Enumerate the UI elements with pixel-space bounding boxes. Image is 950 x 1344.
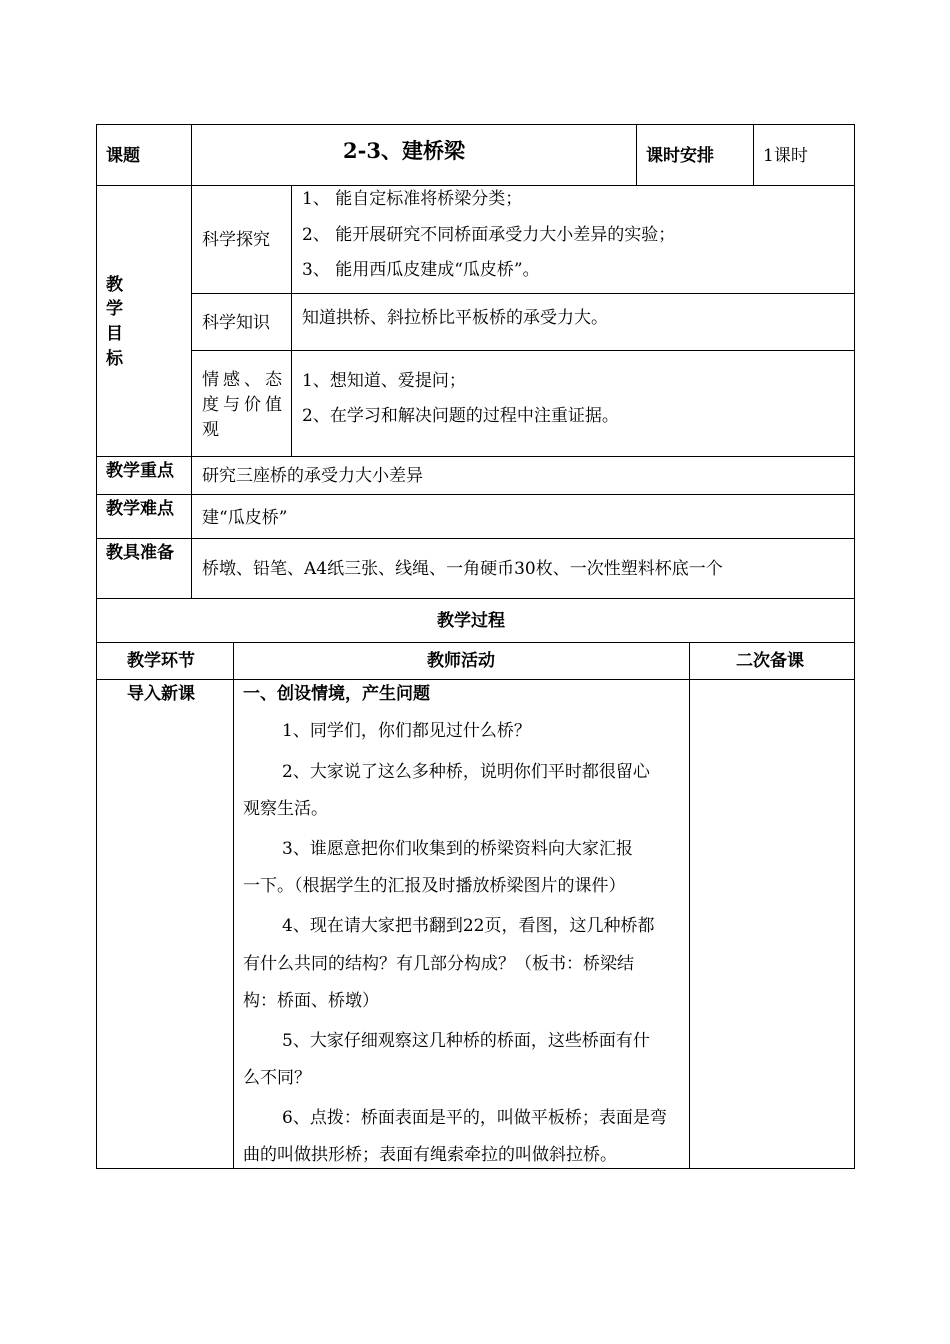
activity-line: 2、大家说了这么多种桥，说明你们平时都很留心 (282, 762, 650, 782)
activity-heading: 一、创设情境，产生问题 (243, 684, 430, 704)
attitude-label-line: 情感、态 (202, 370, 286, 390)
lesson-title: 2-3、建桥梁 (343, 138, 465, 163)
key-point-text: 研究三座桥的承受力大小差异 (202, 466, 423, 486)
process-title: 教学过程 (437, 611, 505, 631)
inquiry-item: 1、 能自定标准将桥梁分类； (302, 189, 523, 209)
activity-line: 有什么共同的结构？有几部分构成？（板书：桥梁结 (243, 954, 634, 974)
col-header-stage: 教学环节 (127, 651, 195, 671)
inquiry-item: 3、 能用西瓜皮建成“瓜皮桥”。 (302, 260, 540, 280)
activity-line: 1、同学们，你们都见过什么桥？ (282, 721, 531, 741)
col-divider (233, 642, 234, 1169)
stage-name: 导入新课 (127, 684, 195, 704)
row-divider (96, 642, 855, 643)
schedule-value: 1课时 (763, 146, 808, 166)
col-divider (753, 124, 754, 185)
attitude-label-line: 观 (202, 420, 219, 440)
col-header-activity: 教师活动 (427, 651, 495, 671)
objectives-label-char: 教 (106, 275, 123, 295)
col-divider (636, 124, 637, 185)
col-header-notes: 二次备课 (736, 651, 804, 671)
key-point-label: 教学重点 (106, 461, 174, 481)
knowledge-label: 科学知识 (202, 313, 270, 333)
difficulty-label: 教学难点 (106, 499, 174, 519)
difficulty-text: 建“瓜皮桥” (202, 508, 288, 528)
activity-line: 一下。（根据学生的汇报及时播放桥梁图片的课件） (243, 876, 626, 896)
row-divider (96, 494, 855, 495)
attitude-item: 2、在学习和解决问题的过程中注重证据。 (302, 406, 619, 426)
col-divider (291, 185, 292, 456)
row-divider (96, 538, 855, 539)
activity-line: 曲的叫做拱形桥；表面有绳索牵拉的叫做斜拉桥。 (243, 1145, 617, 1165)
row-divider (96, 598, 855, 599)
knowledge-text: 知道拱桥、斜拉桥比平板桥的承受力大。 (302, 308, 608, 328)
row-divider (96, 679, 855, 680)
col-divider (191, 124, 192, 598)
attitude-label-line: 度与价值 (202, 395, 286, 415)
activity-line: 4、现在请大家把书翻到22页，看图，这几种桥都 (282, 916, 655, 936)
objectives-label-char: 目 (106, 324, 123, 344)
topic-label: 课题 (106, 146, 140, 166)
row-divider (96, 185, 855, 186)
materials-text: 桥墩、铅笔、A4纸三张、线绳、一角硬币30枚、一次性塑料杯底一个 (202, 559, 723, 579)
activity-line: 5、大家仔细观察这几种桥的桥面，这些桥面有什 (282, 1031, 650, 1051)
activity-line: 6、点拨：桥面表面是平的，叫做平板桥；表面是弯 (282, 1108, 667, 1128)
objectives-label-char: 学 (106, 299, 123, 319)
objectives-label-char: 标 (106, 349, 123, 369)
col-divider (689, 642, 690, 1169)
inquiry-item: 2、 能开展研究不同桥面承受力大小差异的实验； (302, 225, 676, 245)
activity-line: 构：桥面、桥墩） (243, 991, 379, 1011)
inquiry-label: 科学探究 (202, 230, 270, 250)
schedule-label: 课时安排 (646, 146, 714, 166)
activity-line: 么不同？ (243, 1068, 311, 1088)
table-outer-border (96, 124, 855, 1169)
row-divider (96, 456, 855, 457)
activity-line: 观察生活。 (243, 799, 328, 819)
activity-line: 3、谁愿意把你们收集到的桥梁资料向大家汇报 (282, 839, 633, 859)
attitude-item: 1、想知道、爱提问； (302, 371, 466, 391)
materials-label: 教具准备 (106, 543, 174, 563)
